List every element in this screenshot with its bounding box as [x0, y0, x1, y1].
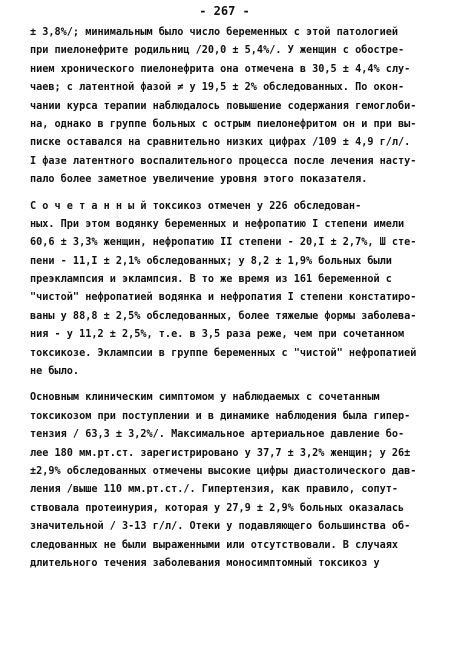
text-line: нием хронического пиелонефрита она отмечена в 30,5 ± 4,4% слу-: [30, 63, 411, 75]
paragraph-gap: [30, 190, 430, 198]
text-line: чаев; с латентной фазой ≠ у 19,5 ± 2% обследованных. По окон-: [30, 82, 405, 94]
text-line: I фазе латентного воспалительного процесса после лечения насту-: [30, 155, 417, 167]
text-line: 60,6 ± 3,3% женщин, нефропатию II степени - 20,I ± 2,7%, Ш сте-: [30, 237, 417, 249]
text-line: ствовала протеинурия, которая у 27,9 ± 2,9% больных оказалась: [30, 502, 405, 514]
text-line: ваны у 88,8 ± 2,5% обследованных, более тяжелые формы заболева-: [30, 310, 417, 322]
text-line: ±2,9% обследованных отмечены высокие цифры диастолического дав-: [30, 465, 417, 477]
text-line: пени - 11,I ± 2,1% обследованных; у 8,2 ± 1,9% больных были: [30, 255, 392, 267]
text-line: при пиелонефрите родильниц /20,0 ± 5,4%/. У женщин с обостре-: [30, 45, 405, 57]
text-line: преэклампсия и эклампсия. В то же время из 161 беременной с: [30, 274, 392, 286]
text-line: чании курса терапии наблюдалось повышение содержания гемоглоби-: [30, 100, 417, 112]
text-line: Основным клиническим симптомом у наблюдаемых с сочетанным: [30, 392, 380, 404]
text-line: тензия / 63,3 ± 3,2%/. Максимальное артериальное давление бо-: [30, 429, 405, 441]
text-line: не было.: [30, 366, 80, 378]
text-line: писке оставался на сравнительно низких цифрах /109 ± 4,9 г/л/.: [30, 137, 411, 149]
text-line: пало более заметное увеличение уровня этого показателя.: [30, 174, 368, 186]
text-line: лее 180 мм.рт.ст. зарегистрировано у 37,7 ± 3,2% женщин; у 26±: [30, 447, 411, 459]
text-line: токсикозе. Эклампсии в группе беременных с "чистой" нефропатией: [30, 347, 417, 359]
text-line: на, однако в группе больных с острым пиелонефритом он и при вы-: [30, 118, 417, 130]
text-line: ния - у 11,2 ± 2,5%, т.е. в 3,5 раза реже, чем при сочетанном: [30, 329, 405, 341]
page-number: - 267 -: [199, 4, 250, 18]
text-line: значительной / 3-13 г/л/. Отеки у подавляющего большинства об-: [30, 521, 411, 533]
body-text: [30, 24, 430, 573]
text-line: ных. При этом водянку беременных и нефропатию I степени имели: [30, 218, 405, 230]
text-line: С о ч е т а н н ы й токсикоз отмечен у 226 обследован-: [30, 200, 362, 212]
paragraph-gap: [30, 381, 430, 389]
paragraph: [30, 24, 430, 190]
text-line: ± 3,8%/; минимальным было число беременных с этой патологией: [30, 27, 399, 38]
text-line: "чистой" нефропатией водянка и нефропатия I степени констатиро-: [30, 292, 417, 304]
paragraph: [30, 198, 430, 382]
text-line: токсикозом при поступлении и в динамике наблюдения была гипер-: [30, 410, 411, 422]
paragraph: [30, 389, 430, 573]
text-line: ления /выше 110 мм.рт.ст./. Гипертензия, как правило, сопут-: [30, 484, 399, 496]
text-line: следованных не были выраженными или отсутствовали. В случаях: [30, 539, 399, 551]
text-line: длительного течения заболевания моносимптомный токсикоз у: [30, 557, 380, 569]
